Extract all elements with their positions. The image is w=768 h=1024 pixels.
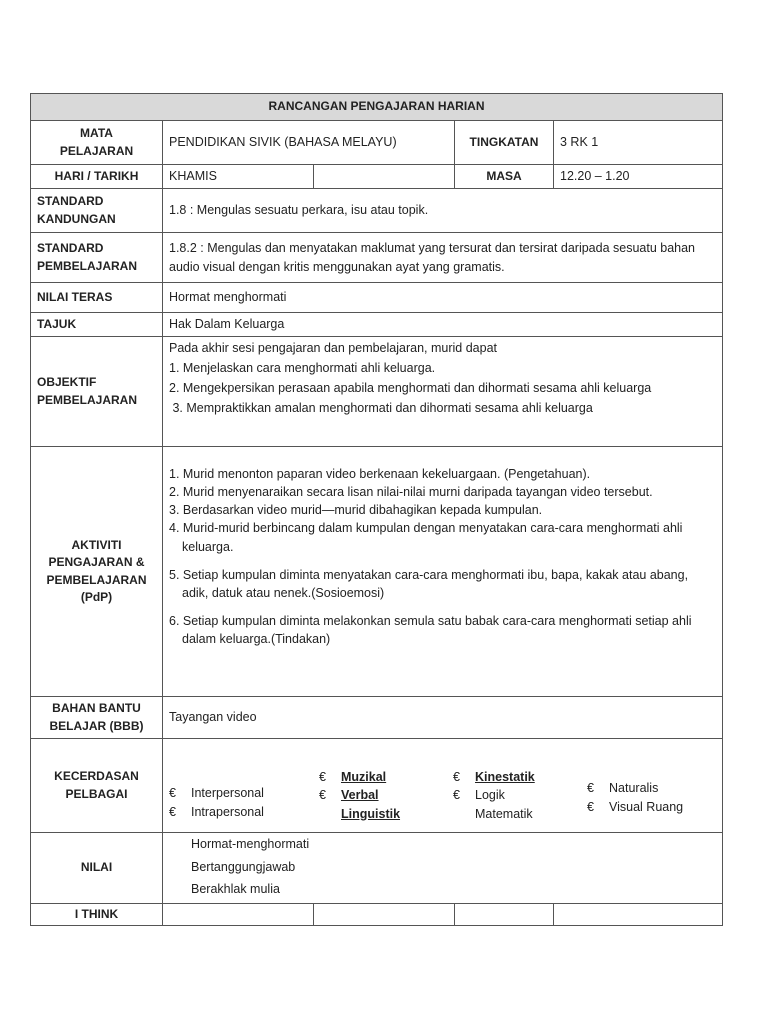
ki-group-4 xyxy=(587,779,683,815)
ki-group-2 xyxy=(319,768,453,822)
nilai-label: NILAI xyxy=(31,833,163,904)
ki-interpersonal: € Interpersonal xyxy=(169,784,319,802)
objektif-intro: Pada akhir sesi pengajaran dan pembelajaran, murid dapat xyxy=(169,341,497,355)
nilai-teras-label: NILAI TERAS xyxy=(31,283,163,313)
mata-pelajaran-value: PENDIDIKAN SIVIK (BAHASA MELAYU) xyxy=(163,121,455,165)
ki-group-1 xyxy=(169,784,319,820)
i-think-cell xyxy=(455,903,554,925)
aktiviti-item: 6. Setiap kumpulan diminta melakonkan semula satu babak cara-cara menghormati setiap ahli dalam keluarga.(Tindakan) xyxy=(169,613,692,646)
aktiviti-item: 2. Murid menyenaraikan secara lisan nilai-nilai murni daripada tayangan video tersebut. xyxy=(169,485,653,500)
lesson-plan-table xyxy=(30,93,723,926)
nilai-value xyxy=(163,833,723,904)
i-think-cell xyxy=(314,903,455,925)
objektif-label: OBJEKTIF PEMBELAJARAN xyxy=(31,337,163,447)
ki-logik: € Logik xyxy=(453,786,587,804)
euro-bullet-icon: € xyxy=(319,770,326,785)
objektif-item: 2. Mengekpersikan perasaan apabila menghormati dan dihormati sesama ahli keluarga xyxy=(169,381,652,396)
tajuk-label: TAJUK xyxy=(31,313,163,337)
aktiviti-label: AKTIVITI PENGAJARAN & PEMBELAJARAN (PdP) xyxy=(31,447,163,697)
tarikh-value xyxy=(314,165,455,189)
plan-title: RANCANGAN PENGAJARAN HARIAN xyxy=(31,94,723,121)
aktiviti-item: 3. Berdasarkan video murid—murid dibahagikan kepada kumpulan. xyxy=(169,503,543,518)
kecerdasan-label: KECERDASAN PELBAGAI xyxy=(31,739,163,833)
standard-pembelajaran-value: 1.8.2 : Mengulas dan menyatakan maklumat yang tersurat dan tersirat daripada sesuatu bahan audio visual dengan kritis menggunakan ayat yang gramatis. xyxy=(163,233,723,283)
hari-tarikh-label: HARI / TARIKH xyxy=(31,165,163,189)
bbb-value: Tayangan video xyxy=(163,697,723,739)
nilai-teras-value: Hormat menghormati xyxy=(163,283,723,313)
aktiviti-item: 4. Murid-murid berbincang dalam kumpulan dengan menyatakan cara-cara menghormati ahli keluarga. xyxy=(169,521,683,554)
nilai-item: Bertanggungjawab xyxy=(191,859,296,874)
hari-value: KHAMIS xyxy=(163,165,314,189)
aktiviti-item: 1. Murid menonton paparan video berkenaan kekeluargaan. (Pengetahuan). xyxy=(169,467,591,481)
ki-group-3 xyxy=(453,768,587,822)
tajuk-value: Hak Dalam Keluarga xyxy=(163,313,723,337)
ki-verbal: € Verbal xyxy=(319,786,453,804)
euro-bullet-icon: € xyxy=(587,781,594,796)
tingkatan-label: TINGKATAN xyxy=(455,121,554,165)
euro-bullet-icon: € xyxy=(319,788,326,803)
ki-naturalis: € Naturalis xyxy=(587,779,683,797)
ki-linguistik: Linguistik xyxy=(341,806,401,821)
euro-bullet-icon: € xyxy=(587,799,594,814)
i-think-cell xyxy=(163,903,314,925)
masa-label: MASA xyxy=(455,165,554,189)
ki-muzikal: € Muzikal xyxy=(319,768,453,786)
aktiviti-item: 5. Setiap kumpulan diminta menyatakan cara-cara menghormati ibu, bapa, kakak atau abang, adik, datuk atau nenek.(Sosioemosi) xyxy=(169,567,689,600)
aktiviti-value xyxy=(163,447,723,697)
objektif-item: 3. Mempraktikkan amalan menghormati dan dihormati sesama ahli keluarga xyxy=(169,401,593,416)
i-think-label: I THINK xyxy=(31,903,163,925)
standard-pembelajaran-label: STANDARD PEMBELAJARAN xyxy=(31,233,163,283)
ki-intrapersonal: € Intrapersonal xyxy=(169,803,319,821)
nilai-item: Berakhlak mulia xyxy=(191,882,280,896)
i-think-cell xyxy=(554,903,723,925)
objektif-value xyxy=(163,337,723,447)
nilai-item: Hormat-menghormati xyxy=(191,837,310,851)
objektif-item: 1. Menjelaskan cara menghormati ahli keluarga. xyxy=(169,361,436,376)
ki-visual-ruang: € Visual Ruang xyxy=(587,798,683,816)
standard-kandungan-label: STANDARD KANDUNGAN xyxy=(31,189,163,233)
ki-matematik: Matematik xyxy=(475,806,533,821)
euro-bullet-icon: € xyxy=(169,786,176,801)
euro-bullet-icon: € xyxy=(453,770,460,785)
euro-bullet-icon: € xyxy=(453,788,460,803)
tingkatan-value: 3 RK 1 xyxy=(554,121,723,165)
mata-pelajaran-label: MATA PELAJARAN xyxy=(31,121,163,165)
euro-bullet-icon: € xyxy=(169,804,176,819)
kecerdasan-value xyxy=(163,739,723,833)
ki-kinestatik: € Kinestatik xyxy=(453,768,587,786)
bbb-label: BAHAN BANTU BELAJAR (BBB) xyxy=(31,697,163,739)
masa-value: 12.20 – 1.20 xyxy=(554,165,723,189)
standard-kandungan-value: 1.8 : Mengulas sesuatu perkara, isu atau topik. xyxy=(163,189,723,233)
